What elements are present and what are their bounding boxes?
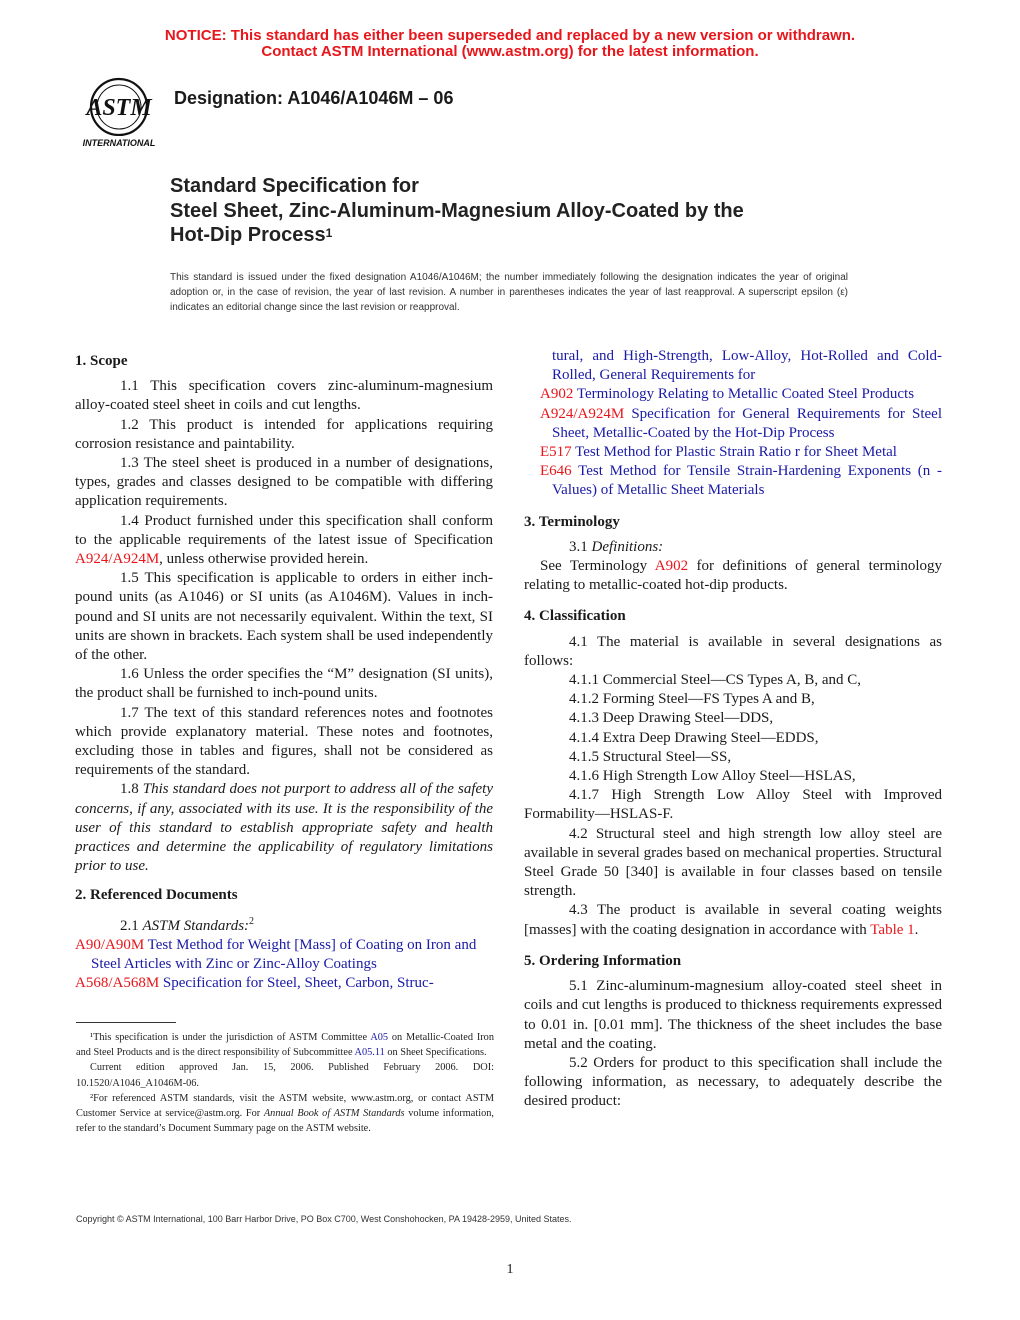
link-e517-title[interactable]: Test Method for Plastic Strain Ratio r for Sheet Metal	[575, 444, 897, 461]
link-a568-title[interactable]: Specification for Steel, Sheet, Carbon, Struc-	[162, 975, 434, 992]
paragraph-4-1-1: 4.1.1 Commercial Steel—CS Types A, B, and C,	[569, 672, 861, 689]
paragraph-1-1: 1.1 This specification covers zinc-aluminum-magnesium alloy-coated steel sheet in coils and cut lengths.	[75, 378, 493, 414]
title-line-1: Standard Specification for	[170, 175, 419, 197]
notice-line-2: Contact ASTM International (www.astm.org) for the latest information.	[261, 43, 759, 60]
section-heading-ordering-information: 5. Ordering Information	[524, 952, 682, 969]
paragraph-4-1-2: 4.1.2 Forming Steel—FS Types A and B,	[569, 691, 815, 708]
paragraph-3-1-text: See Terminology A902 for definitions of general terminology relating to metallic-coated hot-dip products.	[524, 558, 942, 594]
title-line-3: Hot-Dip Process	[170, 224, 326, 246]
link-e517[interactable]: E517	[540, 444, 572, 461]
paragraph-4-1-5: 4.1.5 Structural Steel—SS,	[569, 748, 732, 765]
logo-letters: ASTM	[86, 95, 152, 121]
link-a05[interactable]: A05	[370, 1032, 389, 1043]
section-heading-referenced-documents: 2. Referenced Documents	[75, 887, 238, 904]
paragraph-1-2: 1.2 This product is intended for applications requiring corrosion resistance and paintability.	[75, 416, 493, 452]
section-heading-terminology: 3. Terminology	[524, 513, 620, 530]
notice-line-1: NOTICE: This standard has either been superseded and replaced by a new version or withdrawn.	[164, 27, 856, 44]
reference-a568-continued	[524, 347, 942, 385]
paragraph-4-1-3: 4.1.3 Deep Drawing Steel—DDS,	[569, 710, 774, 727]
reference-a568	[75, 974, 493, 993]
link-a568[interactable]: A568/A568M	[75, 975, 160, 992]
paragraph-5-1: 5.1 Zinc-aluminum-magnesium alloy-coated steel sheet in coils and cut lengths is produced to thickness requirements expressed to 0.01 in. [0.01 mm]. The thickness of the sheet includes the base metal and the coating.	[524, 978, 942, 1052]
link-a902-title[interactable]: Terminology Relating to Metallic Coated Steel Products	[576, 386, 915, 403]
designation: Designation: A1046/A1046M – 06	[174, 88, 454, 108]
reference-e646	[540, 462, 942, 500]
intro-paragraph: This standard is issued under the fixed designation A1046/A1046M; the number immediately following the designation indicates the year of original adoption or, in the case of revision, the year of last revision. A number in parentheses indicates the year of last reapproval. A superscript epsilon (ε) indicates an editorial change since the last revision or reapproval.	[170, 272, 848, 313]
paragraph-1-4: 1.4 Product furnished under this specification shall conform to the applicable requirements of the latest issue of Specification A924/A924M, unless otherwise provided herein.	[75, 512, 493, 568]
link-a924[interactable]: A924/A924M	[75, 551, 160, 568]
paragraph-1-5: 1.5 This specification is applicable to orders in either inch-pound units (as A1046) or SI units (as A1046M). Values in inch-pound and SI units are not necessarily equivalent. Within the text, SI units are shown in brackets. Each system shall be used independently of the other.	[75, 570, 493, 664]
link-a05-11[interactable]: A05.11	[354, 1047, 385, 1059]
footnote-1-edition: Current edition approved Jan. 15, 2006. Published February 2006. DOI: 10.1520/A1046_A1046M-06.	[76, 1062, 494, 1089]
reference-a924	[540, 405, 942, 443]
link-e646[interactable]: E646	[540, 463, 572, 480]
paragraph-4-1-7: 4.1.7 High Strength Low Alloy Steel with Improved Formability—HSLAS-F.	[524, 787, 942, 823]
footnote-1: ¹This specification is under the jurisdiction of ASTM Committee A05 on Metallic-Coated Iron and Steel Products and is the direct responsibility of Subcommittee A05.11 on Sheet Specifications.	[76, 1032, 494, 1059]
link-e646-title[interactable]: Test Method for Tensile Strain-Hardening Exponents (n -Values) of Metallic Sheet Materials	[552, 463, 942, 499]
reference-a90	[75, 936, 493, 974]
left-column	[75, 346, 493, 994]
document-title	[170, 174, 744, 248]
paragraph-4-1-4: 4.1.4 Extra Deep Drawing Steel—EDDS,	[569, 729, 819, 746]
paragraph-4-1-6: 4.1.6 High Strength Low Alloy Steel—HSLAS,	[569, 768, 856, 785]
astm-logo	[76, 74, 162, 152]
right-column	[524, 347, 942, 1112]
paragraph-2-1: 2.1 ASTM Standards:$^2$	[120, 915, 255, 934]
link-table-1[interactable]: Table 1	[870, 921, 915, 938]
page-number: 1	[506, 1262, 514, 1277]
link-a924-ref[interactable]: A924/A924M	[540, 405, 625, 422]
paragraph-1-3: 1.3 The steel sheet is produced in a number of designations, types, grades and classes designed to be compatible with differing application requirements.	[75, 455, 493, 510]
reference-e517	[540, 443, 942, 462]
footnote-2: ²For referenced ASTM standards, visit the ASTM website, www.astm.org, or contact ASTM Customer Service at service@astm.org. For Annual Book of ASTM Standards volume information, refer to the standard’s Document Summary page on the ASTM website.	[76, 1092, 494, 1135]
logo-caption: INTERNATIONAL	[82, 138, 156, 148]
section-heading-classification: 4. Classification	[524, 608, 626, 625]
footnotes	[76, 1030, 494, 1136]
link-a568-title-continued[interactable]: tural, and High-Strength, Low-Alloy, Hot-Rolled and Cold-Rolled, General Requirements for	[552, 348, 942, 384]
paragraph-4-3: 4.3 The product is available in several coating weights [masses] with the coating designation in accordance with Table 1.	[524, 902, 942, 938]
section-heading-scope: 1. Scope	[75, 353, 128, 369]
title-line-2: Steel Sheet, Zinc-Aluminum-Magnesium Alloy-Coated by the	[170, 199, 744, 222]
paragraph-1-7: 1.7 The text of this standard references notes and footnotes which provide explanatory material. These notes and footnotes, excluding those in tables and figures, shall not be considered as requirements of the standard.	[75, 704, 493, 779]
paragraph-4-2: 4.2 Structural steel and high strength low alloy steel are available in several grades based on mechanical properties. Structural Steel Grade 50 [340] is available in four classes based on tensile strength.	[524, 825, 942, 900]
link-a902[interactable]: A902	[540, 386, 574, 403]
paragraph-3-1: 3.1 Definitions:	[569, 538, 664, 555]
footnote-rule	[76, 1022, 176, 1023]
link-a924-title[interactable]: Specification for General Requirements for Steel Sheet, Metallic-Coated by the Hot-Dip Process	[552, 405, 942, 441]
paragraph-4-1: 4.1 The material is available in several designations as follows:	[524, 633, 942, 669]
paragraph-1-8: 1.8 This standard does not purport to address all of the safety concerns, if any, associated with its use. It is the responsibility of the user of this standard to establish appropriate safety and health practices and determine the applicability of regulatory limitations prior to use.	[75, 781, 493, 875]
paragraph-5-2: 5.2 Orders for product to this specification shall include the following information, as necessary, to adequately describe the desired product:	[524, 1054, 942, 1110]
title-footnote-mark: 1	[325, 226, 333, 240]
reference-a902	[540, 385, 942, 404]
link-a90-title[interactable]: Test Method for Weight [Mass] of Coating on Iron and Steel Articles with Zinc or Zinc-Alloy Coatings	[91, 936, 477, 973]
link-a902-terminology[interactable]: A902	[654, 558, 689, 575]
copyright: Copyright © ASTM International, 100 Barr Harbor Drive, PO Box C700, West Conshohocken, PA 19428-2959, United States.	[76, 1214, 572, 1224]
link-a90[interactable]: A90/A90M	[75, 936, 145, 953]
paragraph-1-6: 1.6 Unless the order specifies the “M” designation (SI units), the product shall be furnished to inch-pound units.	[75, 666, 493, 702]
